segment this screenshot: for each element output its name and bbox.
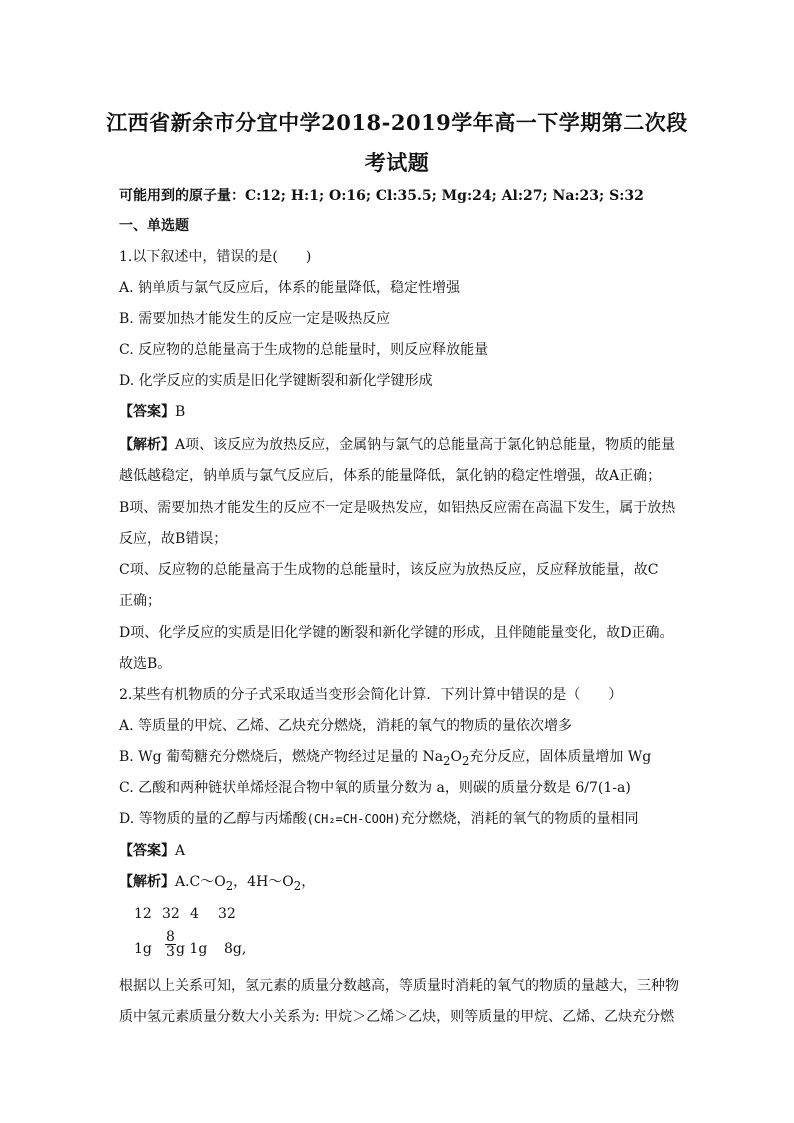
analysis-text: A项、该反应为放热反应，金属钠与氯气的总能量高于氯化钠总能量，物质的能量 [175, 437, 676, 453]
analysis-text: ， [301, 874, 316, 890]
q2-analysis-3: 质中氢元素质量分数大小关系为: 甲烷＞乙烯＞乙炔，则等质量的甲烷、乙烯、乙炔充分燃 [119, 1009, 675, 1025]
q2-analysis-2: 根据以上关系可知，氢元素的质量分数越高，等质量时消耗的氧气的物质的量越大，三种物 [119, 978, 679, 994]
q1-answer [119, 403, 185, 421]
q2-option-b-text-3: 充分反应，固体质量增加 Wg [469, 749, 652, 765]
q2-option-d [119, 810, 639, 828]
fraction [165, 930, 176, 959]
q1-stem: 1.以下叙述中，错误的是( ) [119, 249, 312, 265]
q2-analysis-1 [119, 873, 315, 895]
mass-value: 4 [190, 906, 199, 922]
q1-analysis-5: C项、反应物的总能量高于生成物的总能量时，该反应为放热反应，反应释放能量，故C [119, 562, 659, 578]
q2-stem: 2.某些有机物质的分子式采取适当变形会简化计算．下列计算中错误的是（ ） [119, 687, 623, 703]
atomic-masses: 可能用到的原子量：C:12; H:1; O:16; Cl:35.5; Mg:24; Al:27; Na:23; S:32 [119, 188, 644, 204]
fraction-denominator: 3 [166, 944, 175, 960]
fraction-numerator: 8 [166, 929, 175, 945]
q1-analysis-7: D项、化学反应的实质是旧化学键的断裂和新化学键的形成，且伴随能量变化，故D正确。 [119, 625, 674, 641]
mass-value: g 1g [176, 941, 208, 957]
answer-label: 【答案】 [119, 843, 175, 859]
answer-label: 【答案】 [119, 404, 175, 420]
doc-title-line2: 考试题 [364, 150, 430, 175]
q1-option-b: B. 需要加热才能发生的反应一定是吸热反应 [119, 311, 391, 327]
subscript: 2 [443, 753, 451, 768]
answer-value: B [175, 404, 186, 420]
mass-value: 12 [134, 906, 152, 922]
acrylic-acid-formula: (CH₂=CH-COOH) [306, 812, 401, 826]
q2-option-b [119, 748, 651, 770]
mass-value: 32 [162, 906, 180, 922]
q2-option-b-text-1: B. Wg 葡萄糖充分燃烧后，燃烧产物经过足量的 Na [119, 749, 444, 765]
subscript: 2 [225, 878, 234, 893]
q1-analysis-4: 反应，故B错误； [119, 531, 228, 547]
q2-option-d-text-1: D. 等物质的量的乙醇与丙烯酸 [119, 811, 307, 827]
analysis-text: ，4H～O [233, 874, 294, 890]
q2-option-c: C. 乙酸和两种链状单烯烃混合物中氧的质量分数为 a，则碳的质量分数是 6/7(1-a) [119, 780, 631, 796]
analysis-text: A.C～O [175, 874, 226, 890]
subscript: 2 [293, 878, 302, 893]
q2-answer [119, 842, 185, 860]
q1-analysis-3: B项、需要加热才能发生的反应不一定是吸热发应，如铝热反应需在高温下发生，属于放热 [119, 500, 676, 516]
q1-analysis-6: 正确； [119, 593, 161, 609]
q2-option-d-text-2: 充分燃烧，消耗的氧气的物质的量相同 [400, 811, 639, 827]
q1-analysis-1 [119, 436, 675, 454]
analysis-label: 【解析】 [119, 874, 175, 890]
q1-option-c: C. 反应物的总能量高于生成物的总能量时，则反应释放能量 [119, 342, 489, 358]
analysis-label: 【解析】 [119, 437, 175, 453]
section-heading: 一、单选题 [119, 218, 189, 234]
subscript: 2 [461, 753, 470, 768]
mass-value: 32 [218, 906, 236, 922]
q1-analysis-8: 故选B。 [119, 656, 172, 672]
mass-value: 1g [134, 941, 152, 957]
answer-value: A [175, 843, 186, 859]
q1-option-d: D. 化学反应的实质是旧化学键断裂和新化学键形成 [119, 373, 433, 389]
q1-option-a: A. 钠单质与氯气反应后，体系的能量降低，稳定性增强 [119, 280, 461, 296]
q2-option-a: A. 等质量的甲烷、乙烯、乙炔充分燃烧，消耗的氧气的物质的量依次增多 [119, 718, 573, 734]
mass-value: 8g, [224, 941, 247, 957]
q2-option-b-text-2: O [450, 749, 462, 765]
q1-analysis-2: 越低越稳定，钠单质与氯气反应后，体系的能量降低，氯化钠的稳定性增强，故A正确； [119, 468, 662, 484]
doc-title-line1: 江西省新余市分宜中学2018-2019学年高一下学期第二次段 [106, 110, 688, 135]
